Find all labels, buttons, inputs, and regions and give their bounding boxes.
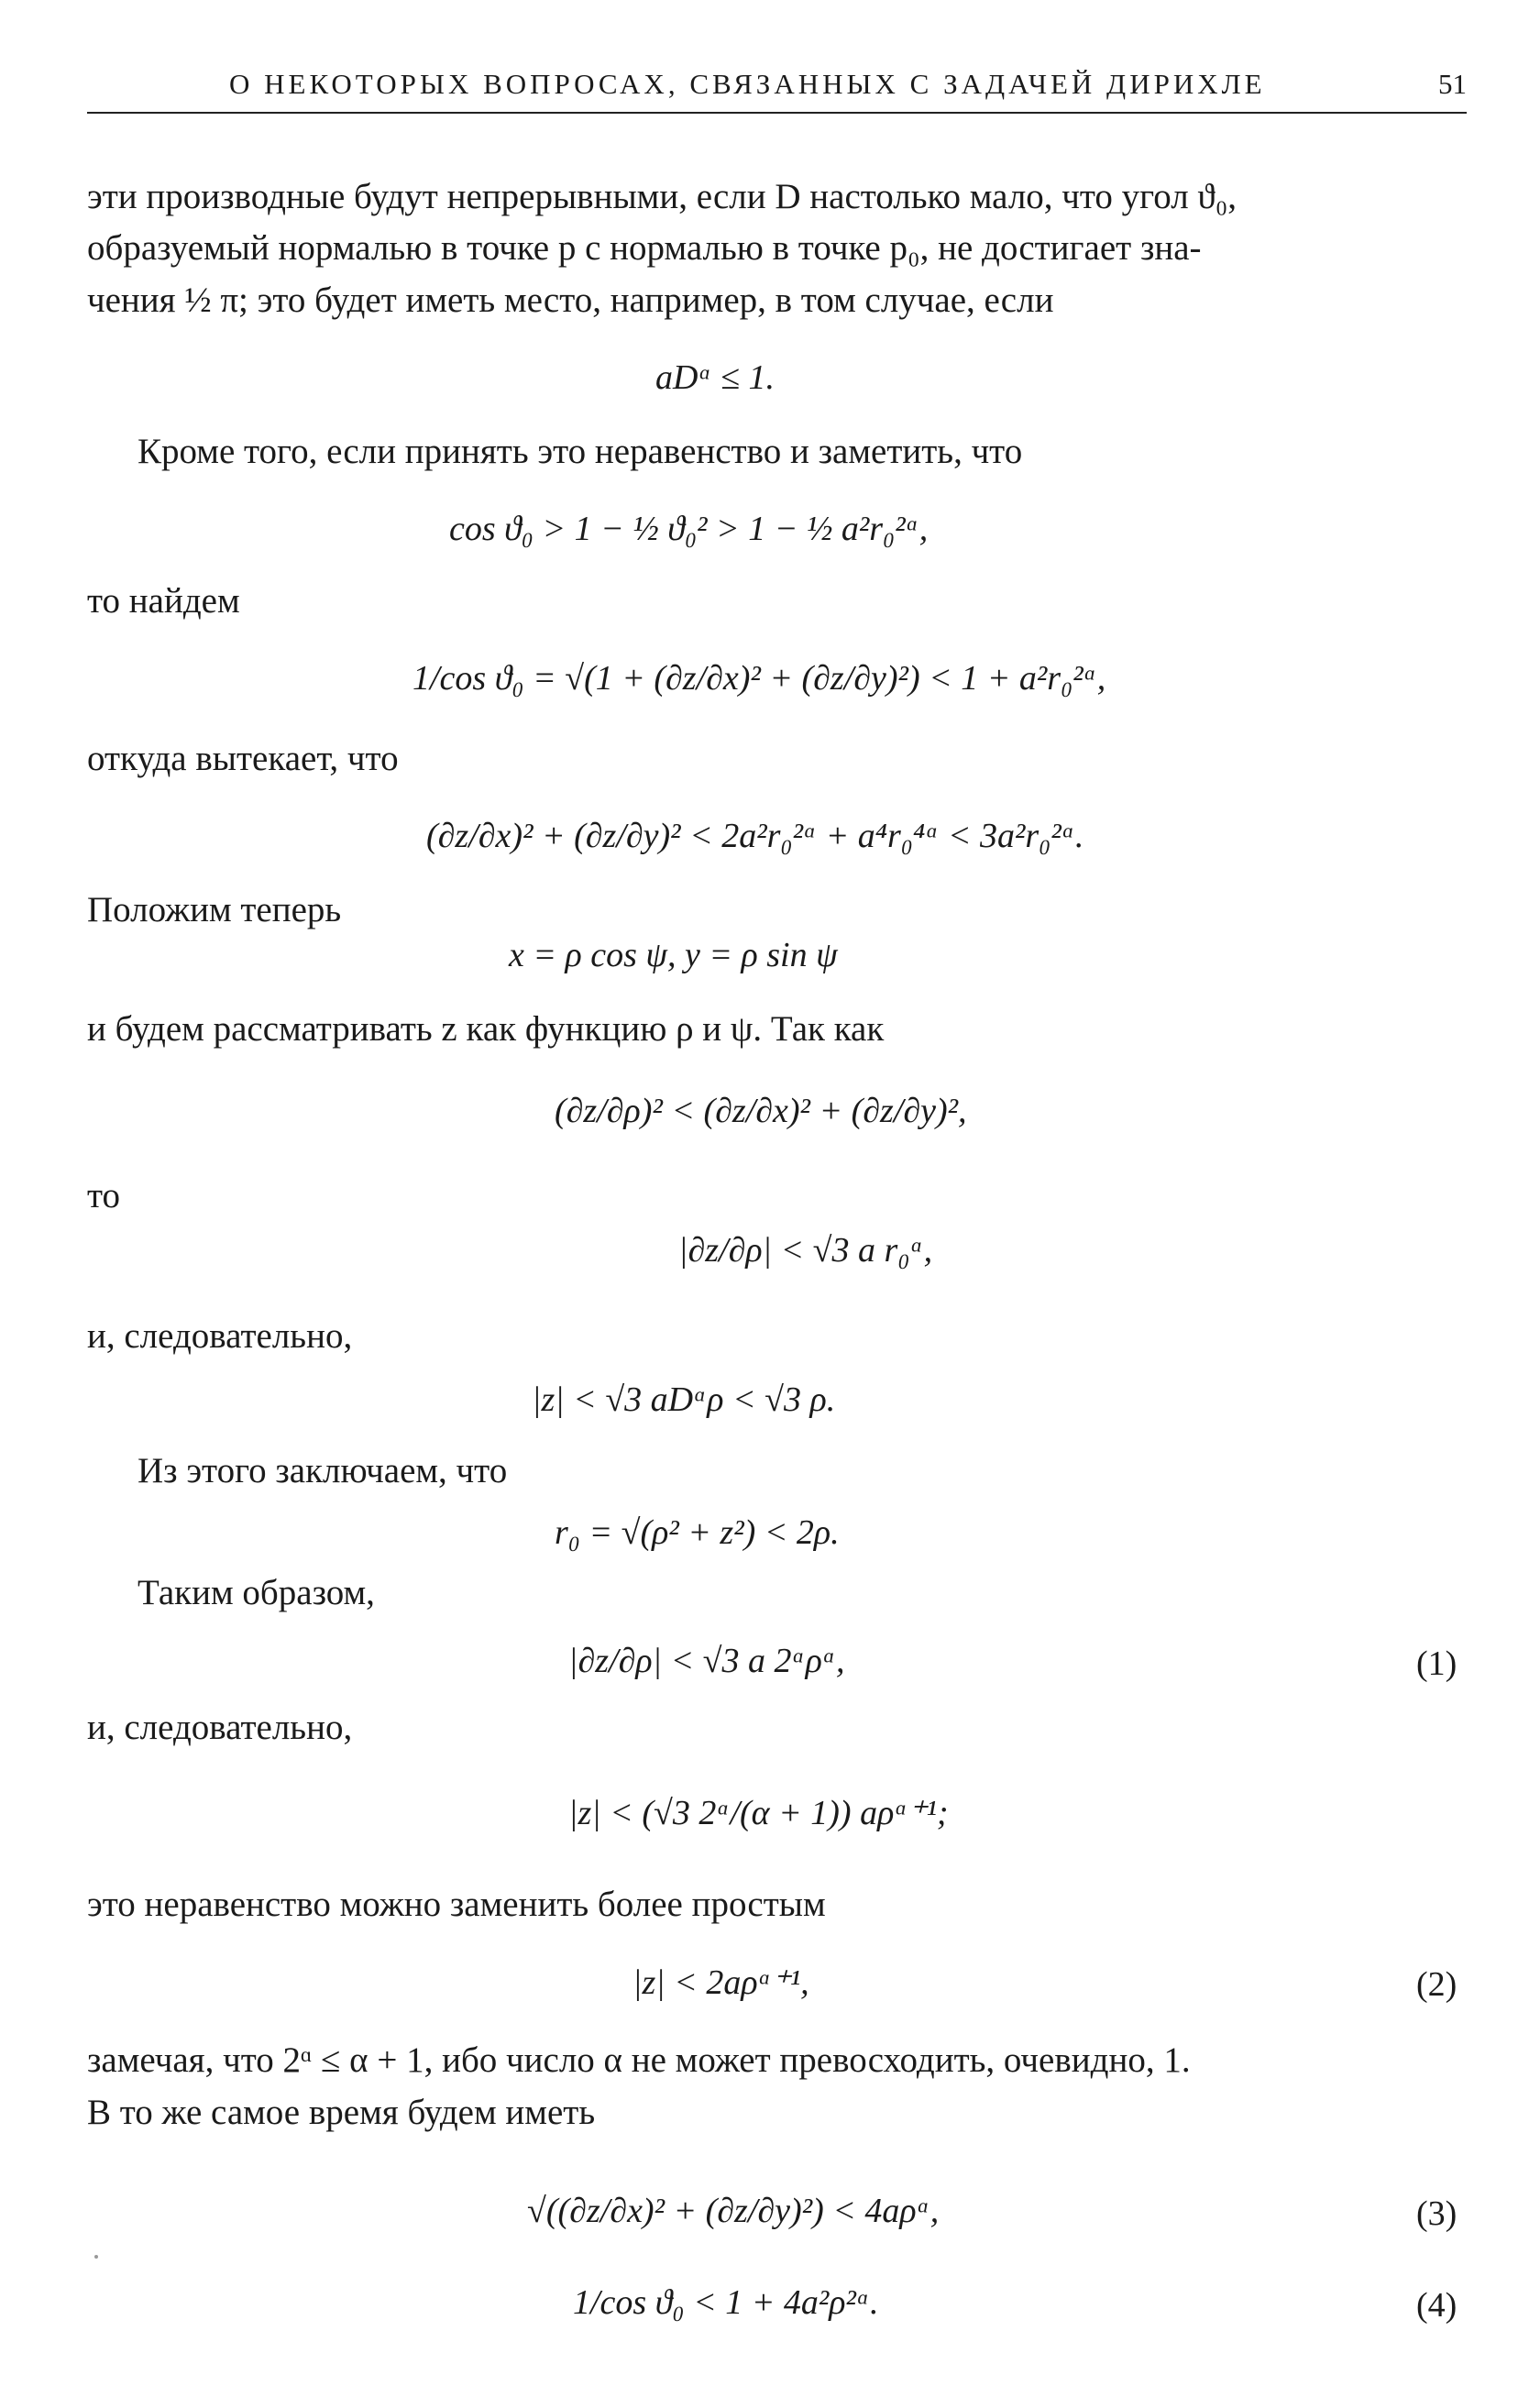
equation-number: (3) [1416,2194,1458,2233]
text-line: образуемый нормалью в точке p с нормалью в точке p₀, не достигает зна- [87,228,1202,268]
text-line: В то же самое время будем иметь [87,2093,596,2132]
equation: |z| < (√3 2ᵅ/(α + 1)) aρᵅ⁺¹; [568,1794,949,1832]
equation: (∂z/∂x)² + (∂z/∂y)² < 2a²r₀²ᵅ + a⁴r₀⁴ᵅ < 3a²r₀²ᵅ. [426,817,1084,855]
text-line: то [87,1176,121,1215]
text-line: и, следовательно, [87,1708,353,1747]
text-line: то найдем [87,581,240,621]
equation-number: (1) [1416,1644,1458,1683]
page-header [87,57,1467,114]
text-line: и будем рассматривать z как функцию ρ и ψ. Так как [87,1009,885,1049]
text-line: эти производные будут непрерывными, если D настолько мало, что угол ϑ₀, [87,177,1238,216]
text-line: откуда вытекает, что [87,739,399,778]
equation-number: (4) [1416,2286,1458,2325]
equation-number: (2) [1416,1965,1458,2004]
equation: |z| < √3 aDᵅρ < √3 ρ. [532,1380,836,1419]
equation: x = ρ cos ψ, y = ρ sin ψ [509,936,838,974]
text-line: это неравенство можно заменить более простым [87,1885,826,1924]
equation: cos ϑ₀ > 1 − ½ ϑ₀² > 1 − ½ a²r₀²ᵅ, [449,510,929,548]
equation: √((∂z/∂x)² + (∂z/∂y)²) < 4aρᵅ, [527,2192,940,2230]
equation: |∂z/∂ρ| < √3 a r₀ᵅ, [678,1231,933,1270]
text-line: Кроме того, если принять это неравенство и заметить, что [138,432,1023,471]
text-line: замечая, что 2ᵅ ≤ α + 1, ибо число α не может превосходить, очевидно, 1. [87,2040,1191,2080]
equation: 1/cos ϑ₀ = √(1 + (∂z/∂x)² + (∂z/∂y)²) < 1 + a²r₀²ᵅ, [412,659,1106,698]
page-number: 51 [1438,68,1467,100]
equation: |∂z/∂ρ| < √3 a 2ᵅρᵅ, [568,1642,845,1680]
text-line: Положим теперь [87,890,342,929]
text-line: Из этого заключаем, что [138,1451,508,1490]
equation: r₀ = √(ρ² + z²) < 2ρ. [555,1513,840,1552]
text-line: и, следовательно, [87,1316,353,1356]
running-head: О НЕКОТОРЫХ ВОПРОСАХ, СВЯЗАННЫХ С ЗАДАЧЕЙ ДИРИХЛЕ [229,68,1266,100]
text-line: Таким образом, [138,1573,375,1612]
equation: aDᵅ ≤ 1. [655,358,775,397]
equation: (∂z/∂ρ)² < (∂z/∂x)² + (∂z/∂y)², [555,1092,967,1130]
text-line: чения ½ π; это будет иметь место, например, в том случае, если [87,280,1054,320]
equation: |z| < 2aρᵅ⁺¹, [632,1963,809,2002]
scan-speck [94,2255,98,2259]
equation: 1/cos ϑ₀ < 1 + 4a²ρ²ᵅ. [573,2283,879,2322]
